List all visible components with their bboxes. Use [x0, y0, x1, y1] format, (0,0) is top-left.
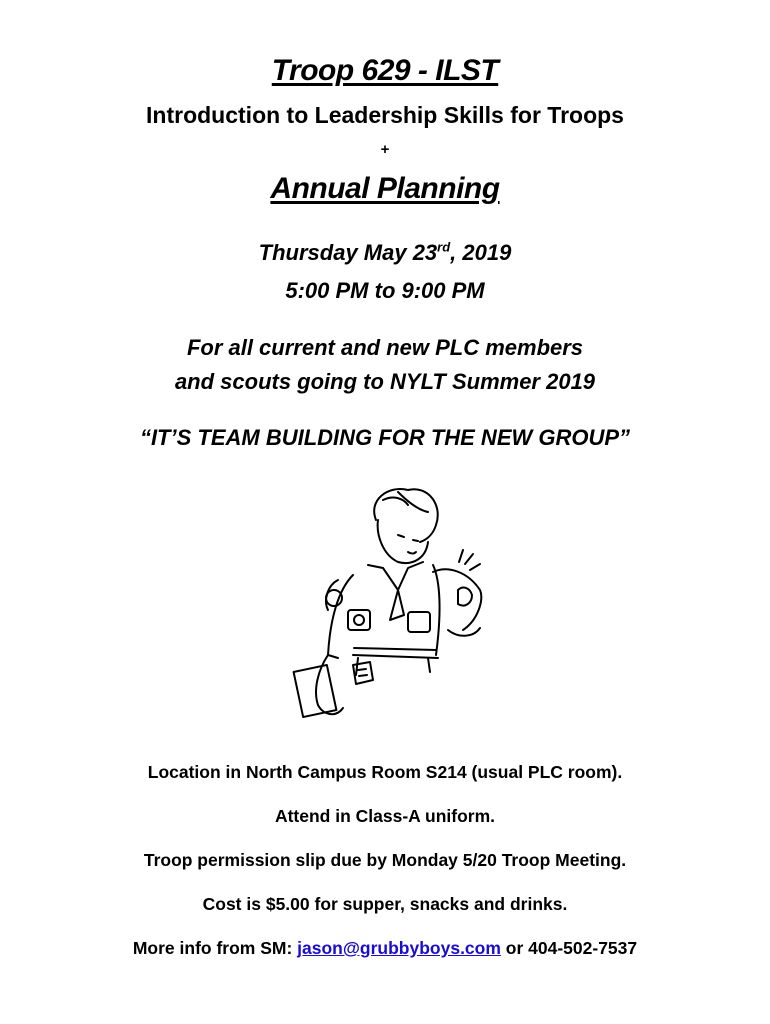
page-subtitle: Introduction to Leadership Skills for Troops: [146, 102, 624, 128]
date-ordinal: rd: [437, 239, 451, 255]
contact-email-link[interactable]: jason@grubbyboys.com: [297, 938, 501, 958]
date-year: , 2019: [450, 240, 512, 265]
event-date: [0, 240, 770, 266]
date-text: Thursday May 23: [258, 240, 438, 265]
event-time: 5:00 PM to 9:00 PM: [285, 278, 485, 303]
uniform-text: Attend in Class-A uniform.: [274, 806, 496, 826]
contact-suffix: or 404-502-7537: [500, 938, 638, 958]
plus-sign: +: [380, 141, 390, 158]
location-text: Location in North Campus Room S214 (usual PLC room).: [147, 762, 623, 782]
audience-line-1: For all current and new PLC members: [186, 335, 584, 360]
audience-line-2: and scouts going to NYLT Summer 2019: [174, 369, 596, 394]
cost-text: Cost is $5.00 for supper, snacks and drinks.: [202, 894, 568, 914]
contact-line: [0, 938, 770, 959]
secondary-title: Annual Planning: [270, 172, 500, 205]
slogan: “IT’S TEAM BUILDING FOR THE NEW GROUP”: [139, 425, 631, 450]
scout-checking-watch-icon: [258, 480, 498, 730]
contact-prefix: More info from SM:: [132, 938, 298, 958]
page-title: Troop 629 - ILST: [271, 54, 499, 87]
permission-slip-text: Troop permission slip due by Monday 5/20 Troop Meeting.: [143, 850, 627, 870]
